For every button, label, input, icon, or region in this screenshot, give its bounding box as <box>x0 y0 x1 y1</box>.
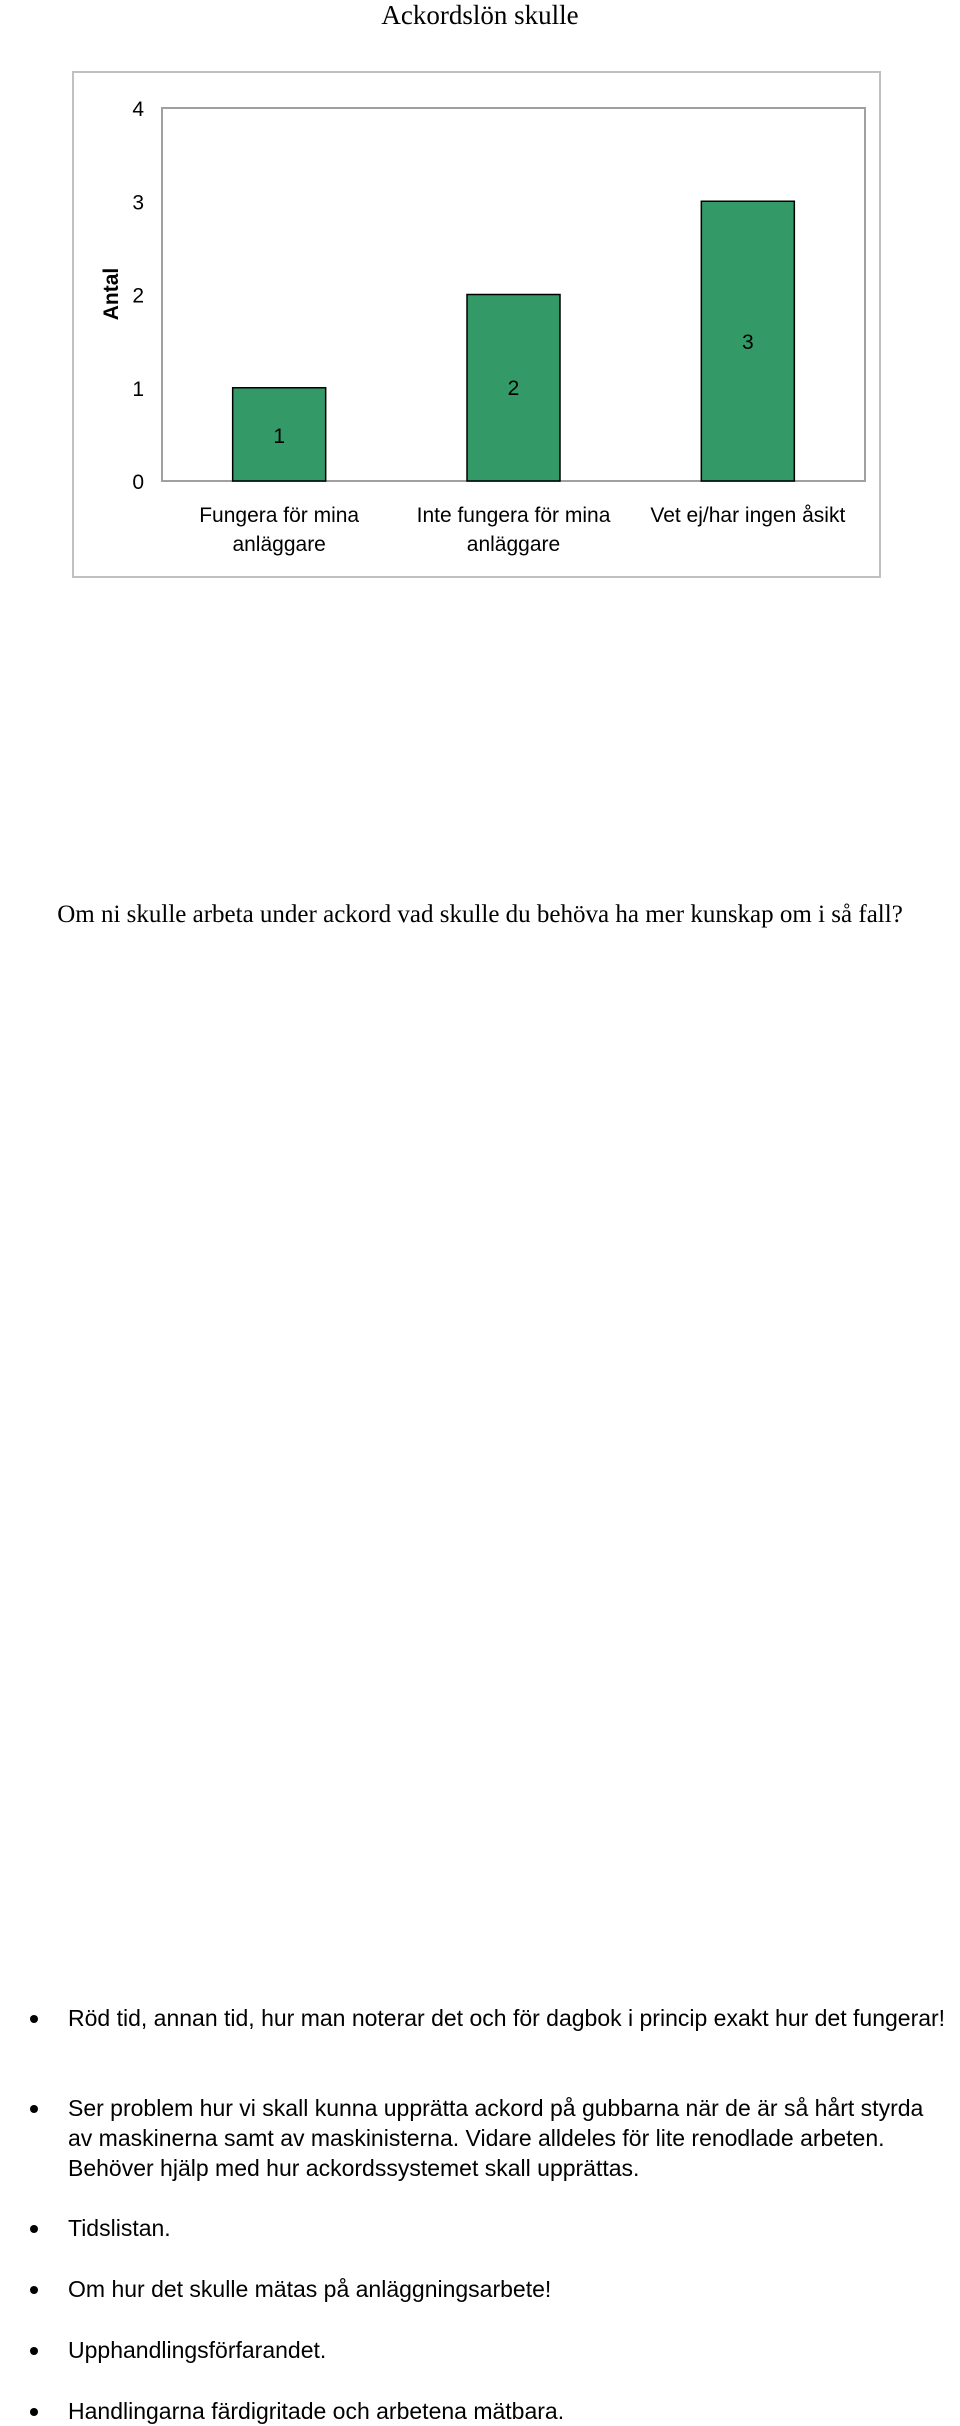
bullet-icon <box>30 2286 38 2294</box>
answer-text: Upphandlingsförfarandet. <box>68 2337 327 2363</box>
bullet-icon <box>30 2347 38 2355</box>
data-label: 2 <box>507 377 520 400</box>
bullet-icon <box>30 2225 38 2233</box>
list-item <box>68 2274 953 2304</box>
data-label: 1 <box>273 425 286 448</box>
y-tick-label: 1 <box>132 377 144 401</box>
list-item <box>68 2335 953 2365</box>
y-tick-label: 3 <box>132 191 144 215</box>
y-tick-label: 2 <box>132 284 144 308</box>
question-text: Om ni skulle arbeta under ackord vad skulle du behöva ha mer kunskap om i så fall? <box>57 901 903 928</box>
bullet-icon <box>30 2105 38 2113</box>
y-tick-label: 0 <box>132 471 144 494</box>
data-label: 3 <box>741 331 754 354</box>
list-item <box>68 2396 953 2426</box>
x-tick-label: Fungera för mina <box>199 504 360 527</box>
bullet-icon <box>30 2015 38 2023</box>
y-tick-label: 4 <box>132 98 144 121</box>
x-tick-label: Vet ej/har ingen åsikt <box>650 504 846 527</box>
answer-text: Om hur det skulle mätas på anläggningsarbete! <box>68 2276 552 2302</box>
y-axis-label: Antal <box>100 267 123 321</box>
list-item <box>68 2003 953 2033</box>
answer-text: Ser problem hur vi skall kunna upprätta ackord på gubbarna när de är så hårt styrda av maskinerna samt av maskinisterna. Vidare alldeles för lite renodlade arbeten. Behöver hjälp med hur ackordssystemet skall upprättas. <box>68 2095 924 2181</box>
chart-title: Ackordslön skulle <box>381 0 579 30</box>
answer-text: Tidslistan. <box>68 2215 171 2241</box>
x-tick-label: anläggare <box>232 533 326 556</box>
answer-text: Handlingarna färdigritade och arbetena mätbara. <box>68 2398 565 2424</box>
bar-chart <box>0 0 960 600</box>
list-item <box>68 2213 953 2243</box>
bullet-icon <box>30 2408 38 2416</box>
answer-text: Röd tid, annan tid, hur man noterar det och för dagbok i princip exakt hur det fungerar! <box>68 2005 946 2031</box>
list-item <box>68 2093 953 2183</box>
x-tick-label: anläggare <box>466 533 561 556</box>
x-tick-label: Inte fungera för mina <box>416 504 611 527</box>
